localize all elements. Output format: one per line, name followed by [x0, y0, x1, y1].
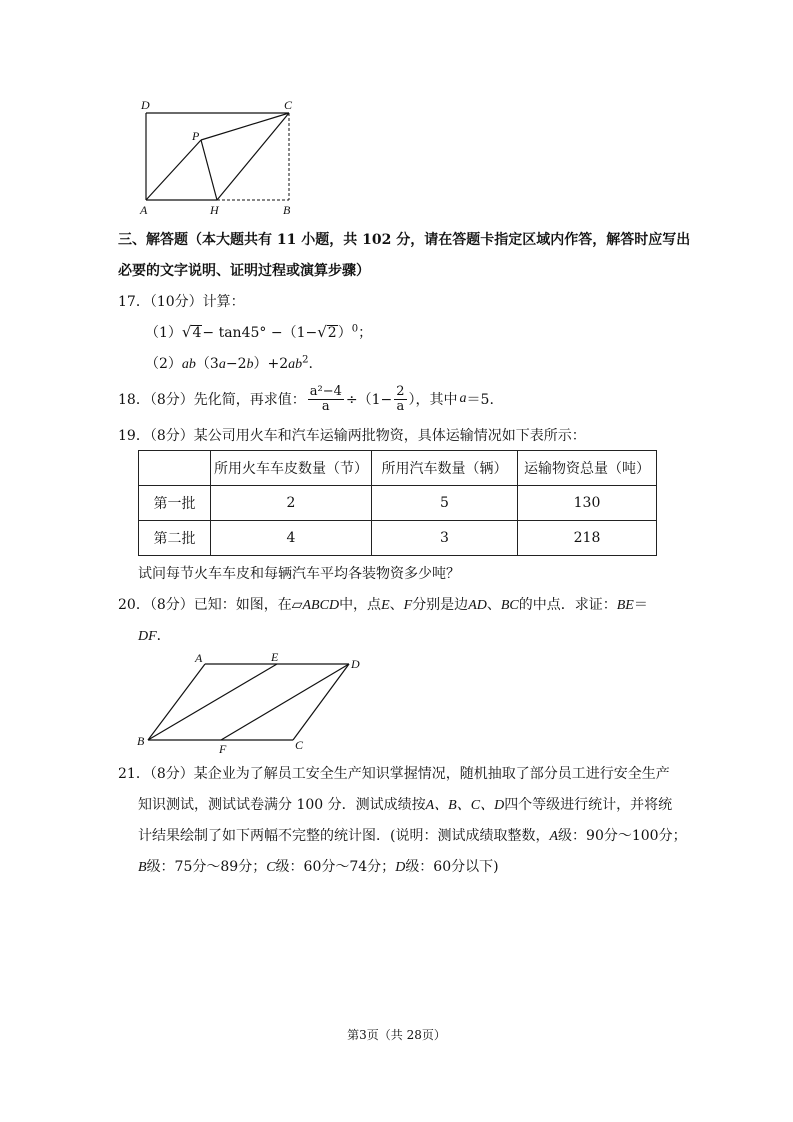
label-A: A — [195, 651, 203, 665]
q17-exp-0: 0 — [351, 323, 359, 335]
segment-DF — [221, 664, 349, 740]
segment-PC — [201, 113, 289, 140]
table-header-row — [139, 451, 657, 486]
q20-line1: 20．（8分）已知：如图，在▱ABCD中，点E、F分别是边AD、BC的中点．求证：BE＝ — [118, 597, 648, 613]
q17-head: 17．（10分）计算： — [118, 294, 245, 310]
parallelogram-figure — [133, 650, 368, 755]
q17-part1: $(1)√4- \tan 45^\circ -(1-√2)^0$； — [145, 323, 373, 341]
label-H: H — [210, 203, 219, 217]
page-footer: 第3页（共 28页） — [347, 1028, 446, 1042]
section-heading-line2: 必要的文字说明、证明过程或演算步骤） — [118, 263, 370, 279]
table-cell: 130 — [518, 486, 657, 521]
table-header-cell — [139, 451, 211, 486]
q17-p1-post: ） — [337, 325, 352, 341]
table-cell: 第二批 — [139, 521, 211, 556]
segment-HC — [217, 113, 289, 200]
table-cell: 4 — [211, 521, 372, 556]
table-cell: 5 — [372, 486, 518, 521]
table-row — [139, 521, 657, 556]
q21-line1: 21．（8分）某企业为了解员工安全生产知识掌握情况，随机抽取了部分员工进行安全生产 — [118, 766, 670, 782]
q18-fraction-1: $\frac{\text{a²−4}}{a}$ — [309, 383, 342, 414]
q17-p1-pre: （1） — [145, 325, 182, 341]
table-row — [139, 486, 657, 521]
table-cell: 218 — [518, 521, 657, 556]
segment-BE — [148, 664, 277, 740]
label-D: D — [141, 98, 150, 112]
rectangle-figure — [135, 96, 300, 218]
label-P: P — [192, 129, 200, 143]
q17-sqrt-2: 2 — [327, 325, 337, 341]
table-header-cell: 运输物资总量（吨） — [518, 451, 657, 486]
q18: 18．（8分）先化简，再求值： $\frac{\text{a²−4}}{a}$ ÷（1− $\frac{2}{a}$ ），其中 a ＝5. — [118, 383, 494, 414]
q17-part2: $(2)ab(3a-2b)+2ab^2$. — [145, 354, 313, 372]
q19-head: 19．（8分）某公司用火车和汽车运输两批物资，具体运输情况如下表所示： — [118, 428, 586, 444]
side-AB — [148, 664, 205, 740]
segment-PH — [201, 140, 217, 200]
shipment-table — [138, 450, 657, 556]
segment-AP — [146, 140, 201, 200]
table-cell: 3 — [372, 521, 518, 556]
table-header-cell: 所用汽车数量（辆） — [372, 451, 518, 486]
label-B: B — [137, 734, 145, 748]
q21-line3: 计结果绘制了如下两幅不完整的统计图．(说明：测试成绩取整数，A级：90分～100分； — [138, 828, 687, 844]
label-F: F — [219, 742, 227, 755]
label-E: E — [271, 650, 279, 664]
q19-question: 试问每节火车车皮和每辆汽车平均各装物资多少吨？ — [138, 566, 460, 582]
label-C: C — [284, 98, 293, 112]
q18-fraction-2: $\frac{2}{a}$ — [396, 383, 405, 414]
label-B: B — [283, 203, 291, 217]
side-DC — [293, 664, 349, 740]
q20-line2: DF． — [138, 628, 171, 644]
table-header-cell: 所用火车车皮数量（节） — [211, 451, 372, 486]
q21-line2: 知识测试，测试试卷满分 100 分．测试成绩按A、B、C、D四个等级进行统计，并将统 — [138, 797, 673, 813]
q21-line4: B级：75分～89分；C级：60分～74分；D级：60分以下) — [138, 859, 499, 875]
q17-p1-mid: − tan45° −（1− — [202, 325, 318, 341]
table-cell: 第一批 — [139, 486, 211, 521]
label-A: A — [140, 203, 148, 217]
q17-sqrt-4: 4 — [192, 325, 202, 341]
section-heading-line1: 三、解答题（本大题共有 11 小题，共 102 分，请在答题卡指定区域内作答，解答时应写出 — [118, 232, 691, 248]
label-C: C — [295, 738, 304, 752]
table-cell: 2 — [211, 486, 372, 521]
label-D: D — [351, 657, 360, 671]
